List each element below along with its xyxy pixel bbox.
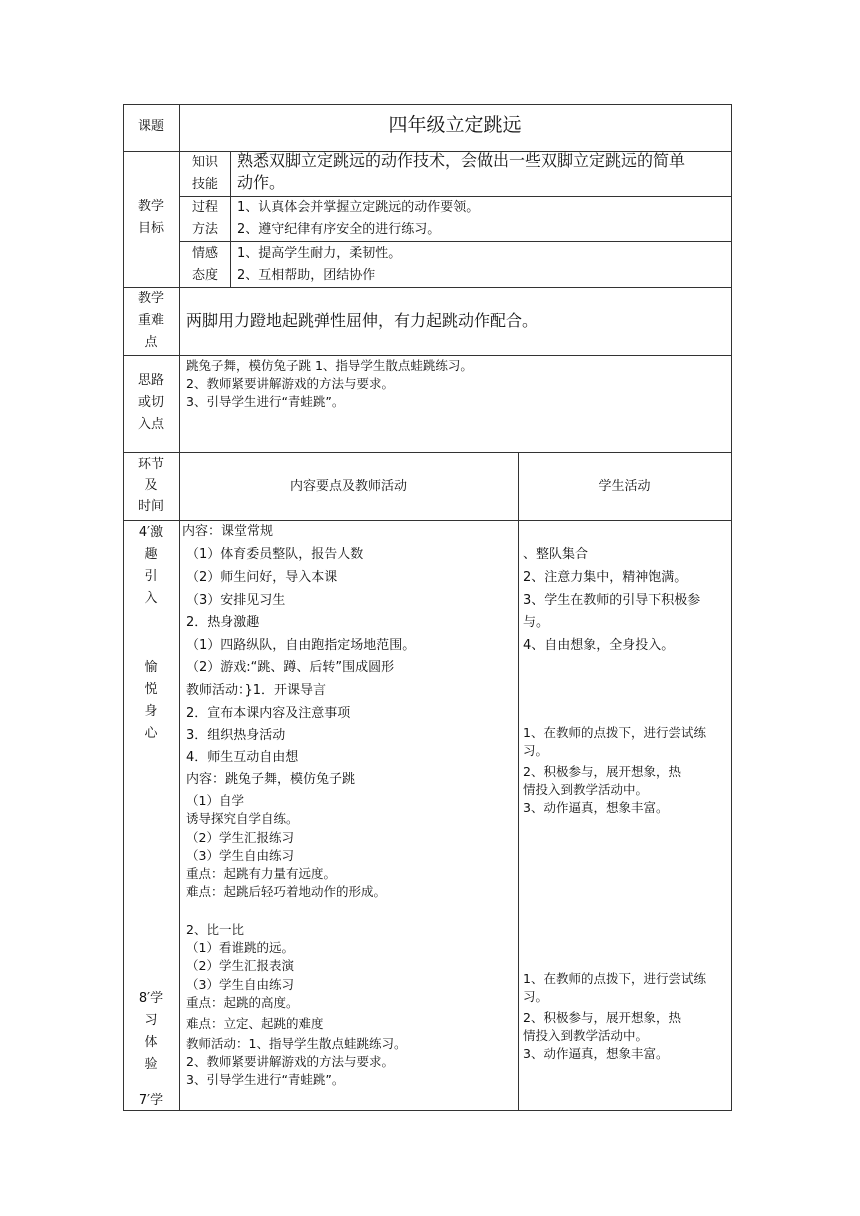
content-line: 2、教师紧要讲解游戏的方法与要求。 bbox=[186, 1054, 394, 1069]
grid-line bbox=[123, 287, 732, 288]
emotion-label-line: 态度 bbox=[191, 268, 218, 283]
grid-line bbox=[123, 104, 732, 105]
content-line: （3）学生自由练习 bbox=[186, 977, 294, 992]
emotion-text bbox=[237, 243, 401, 287]
process-label-line: 方法 bbox=[191, 222, 218, 237]
stage-label-line: 心 bbox=[144, 726, 158, 741]
student-line: 与。 bbox=[523, 615, 550, 630]
approach-line: 3、引导学生进行“青蛙跳”。 bbox=[186, 394, 345, 409]
stage-header bbox=[123, 454, 179, 517]
process-label bbox=[180, 197, 230, 241]
approach-label bbox=[123, 370, 179, 436]
emotion-label bbox=[180, 243, 230, 287]
content-line: 教师活动：}1．开课导言 bbox=[186, 683, 327, 698]
approach-line: 2、教师紧要讲解游戏的方法与要求。 bbox=[186, 376, 394, 391]
page-title: 四年级立定跳远 bbox=[388, 114, 522, 136]
approach-label-line: 或切 bbox=[137, 395, 164, 410]
content-line: （3）安排见习生 bbox=[186, 593, 286, 608]
grid-line bbox=[518, 452, 519, 1111]
content-line: （2）师生问好，导入本课 bbox=[186, 570, 338, 585]
content-line: 2．宣布本课内容及注意事项 bbox=[186, 706, 351, 721]
emotion-line: 1、提高学生耐力，柔韧性。 bbox=[237, 246, 402, 261]
content-line: 4．师生互动自由想 bbox=[186, 750, 299, 765]
stage-label-line: 验 bbox=[144, 1057, 158, 1072]
content-line: （2）游戏:“跳、蹲、后转”围成圆形 bbox=[186, 660, 395, 675]
stage-learn bbox=[123, 988, 179, 1076]
process-line: 1、认真体会并掌握立定跳远的动作要领。 bbox=[237, 200, 480, 215]
student-line: 情投入到教学活动中。 bbox=[523, 782, 649, 797]
process-label-line: 过程 bbox=[191, 200, 218, 215]
title-label: 课题 bbox=[137, 119, 164, 134]
stage-label-line: 7′学 bbox=[138, 1093, 164, 1108]
stage-label-line: 引 bbox=[144, 569, 158, 584]
stage-label-line: 习 bbox=[144, 1013, 158, 1028]
approach-line: 跳兔子舞，模仿兔子跳 1、指导学生散点蛙跳练习。 bbox=[186, 358, 473, 373]
student-line: 3、动作逼真，想象丰富。 bbox=[523, 1046, 669, 1061]
stage-label-line: 4′激 bbox=[138, 525, 164, 540]
content-header: 内容要点及教师活动 bbox=[289, 479, 407, 494]
student-line: 2、积极参与，展开想象，热 bbox=[523, 1010, 681, 1025]
keypoints-label bbox=[123, 288, 179, 354]
process-line: 2、遵守纪律有序安全的进行练习。 bbox=[237, 222, 441, 237]
approach-label-line: 入点 bbox=[137, 417, 164, 432]
grid-line bbox=[731, 104, 732, 1111]
approach-text bbox=[186, 357, 473, 411]
stage-header-line: 环节 bbox=[137, 457, 164, 472]
stage-label-line: 趣 bbox=[144, 547, 158, 562]
keypoints-label-line: 点 bbox=[144, 335, 158, 350]
approach-label-line: 思路 bbox=[137, 373, 164, 388]
stage-practice bbox=[123, 1092, 179, 1110]
grid-line bbox=[179, 241, 732, 242]
content-line: 重点：起跳有力量有远度。 bbox=[186, 866, 337, 881]
grid-line bbox=[230, 151, 231, 288]
content-line: 内容：跳兔子舞，模仿兔子跳 bbox=[186, 772, 356, 787]
student-line: 习。 bbox=[523, 743, 549, 758]
goals-label-line: 目标 bbox=[137, 221, 164, 236]
knowledge-label-line: 技能 bbox=[191, 177, 218, 192]
stage-header-line: 时间 bbox=[137, 499, 164, 514]
content-line: （1）四路纵队，自由跑指定场地范围。 bbox=[186, 638, 416, 653]
stage-label-line: 身 bbox=[144, 704, 158, 719]
student-line: 2、积极参与，展开想象，热 bbox=[523, 764, 681, 779]
keypoints-text: 两脚用力蹬地起跳弹性屈伸，有力起跳动作配合。 bbox=[186, 311, 539, 330]
stage-label-line: 8′学 bbox=[138, 991, 164, 1006]
content-line: 2、比一比 bbox=[186, 922, 244, 937]
knowledge-label bbox=[180, 152, 230, 196]
student-line: 、整队集合 bbox=[523, 547, 589, 562]
student-line: 4、自由想象，全身投入。 bbox=[523, 638, 675, 653]
student-header: 学生活动 bbox=[598, 479, 651, 494]
student-line: 习。 bbox=[523, 989, 549, 1004]
stage-label-line: 悦 bbox=[144, 682, 158, 697]
student-line: 情投入到教学活动中。 bbox=[523, 1028, 649, 1043]
student-line: 1、在教师的点拨下，进行尝试练 bbox=[523, 725, 706, 740]
content-line: （1）看谁跳的远。 bbox=[186, 940, 294, 955]
content-line: 重点：起跳的高度。 bbox=[186, 995, 299, 1010]
knowledge-text bbox=[237, 150, 685, 194]
process-text bbox=[237, 197, 479, 241]
emotion-line: 2、互相帮助，团结协作 bbox=[237, 268, 376, 283]
knowledge-line: 动作。 bbox=[237, 173, 286, 192]
grid-line bbox=[123, 452, 732, 453]
keypoints-label-line: 教学 bbox=[137, 291, 164, 306]
content-line: （3）学生自由练习 bbox=[186, 848, 294, 863]
knowledge-label-line: 知识 bbox=[191, 155, 218, 170]
content-line: （2）学生汇报表演 bbox=[186, 958, 294, 973]
grid-line bbox=[123, 1110, 732, 1111]
content-line: （2）学生汇报练习 bbox=[186, 830, 294, 845]
student-line: 3、动作逼真，想象丰富。 bbox=[523, 800, 669, 815]
student-line: 1、在教师的点拨下，进行尝试练 bbox=[523, 971, 706, 986]
knowledge-line: 熟悉双脚立定跳远的动作技术，会做出一些双脚立定跳远的简单 bbox=[237, 151, 686, 170]
emotion-label-line: 情感 bbox=[191, 246, 218, 261]
content-line: 难点：立定、起跳的难度 bbox=[186, 1016, 324, 1031]
content-line: （1）体育委员整队，报告人数 bbox=[186, 547, 364, 562]
content-line: 3．组织热身活动 bbox=[186, 728, 286, 743]
content-line: 教师活动：1、指导学生散点蛙跳练习。 bbox=[186, 1036, 407, 1051]
stage-intro bbox=[123, 522, 179, 610]
content-line: 难点：起跳后轻巧着地动作的形成。 bbox=[186, 884, 387, 899]
stage-header-line: 及 bbox=[144, 478, 158, 493]
student-line: 2、注意力集中，精神饱满。 bbox=[523, 570, 688, 585]
goals-label-line: 教学 bbox=[137, 199, 164, 214]
content-line: 2．热身激趣 bbox=[186, 615, 260, 630]
content-line: （1）自学 bbox=[186, 793, 244, 808]
grid-line bbox=[123, 355, 732, 356]
content-line: 诱导探究自学自练。 bbox=[186, 811, 299, 826]
stage-label-line: 入 bbox=[144, 591, 158, 606]
content-line: 内容：课堂常规 bbox=[182, 524, 274, 539]
keypoints-label-line: 重难 bbox=[137, 313, 164, 328]
goals-label bbox=[123, 196, 179, 240]
content-line: 3、引导学生进行“青蛙跳”。 bbox=[186, 1072, 345, 1087]
stage-label-line: 愉 bbox=[144, 660, 158, 675]
stage-label-line: 体 bbox=[144, 1035, 158, 1050]
stage-warmup bbox=[123, 657, 179, 745]
student-line: 3、学生在教师的引导下积极参 bbox=[523, 593, 701, 608]
